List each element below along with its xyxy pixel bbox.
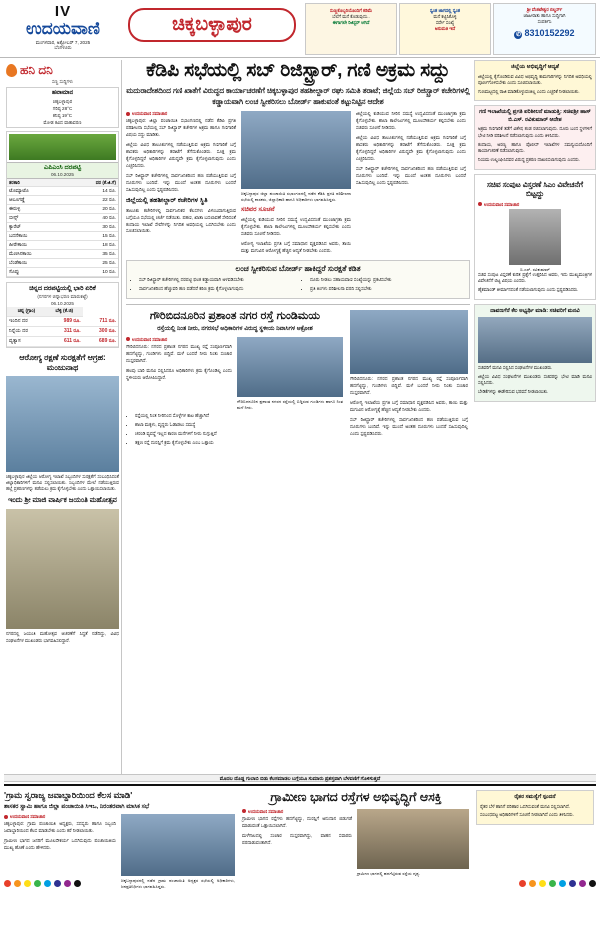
weather-title: ಹವಾಮಾನ xyxy=(51,90,74,96)
cell-rate: 20 ರೂ. xyxy=(65,204,118,213)
lead-para-4: ತಾಲೂಕು ಕಚೇರಿಗಳಲ್ಲಿ ಸಾರ್ವಜನಿಕರ ಕೆಲಸಗಳು ವಿಳಂಬವಾಗುತ್ತಿರುವ ಬಗ್ಗೆಯೂ ಸಭೆಯಲ್ಲಿ ಚರ್ಚೆ ನಡೆಯಿತು. ಪಹಣಿ, ಖಾತಾ ಬದಲಾವಣೆ ಸೇರಿದಂತೆ ಕಂದಾಯ ಇಲಾಖೆ ಸೇವೆಗಳನ್ನು ನಿಗದಿತ ಅವಧಿಯಲ್ಲಿ ಒದಗಿಸಬೇಕು ಎಂದು ಸೂಚಿಸಲಾಯಿತು. xyxy=(126,207,236,234)
lead-para-2: ಜಿಲ್ಲೆಯ ವಿವಿಧ ತಾಲೂಕುಗಳಲ್ಲಿ ನಡೆಯುತ್ತಿರುವ ಅಕ್ರಮ ಗಣಿಗಾರಿಕೆ ಬಗ್ಗೆ ಶಾಸಕರು ಅಧಿಕಾರಿಗಳನ್ನು ತರಾಟೆಗೆ ತೆಗೆದುಕೊಂಡರು. ಸೂಕ್ತ ಕ್ರಮ ಕೈಗೊಳ್ಳದಿದ್ದರೆ ಅಧಿಕಾರಿಗಳ ವಿರುದ್ಧವೇ ಕ್ರಮ ಕೈಗೊಳ್ಳಲಾಗುವುದು ಎಂದು ಎಚ್ಚರಿಸಿದರು. xyxy=(126,142,236,169)
lead-photo xyxy=(241,111,351,189)
lead-headline: ಕೆಡಿಪಿ ಸಭೆಯಲ್ಲಿ ಸಬ್‌ ರಿಜಿಸ್ಟ್ರಾರ್‌, ಗಣಿ ಅಕ್ರಮ ಸದ್ದು xyxy=(146,60,450,81)
cell-item: ಸೊಪ್ಪು xyxy=(7,267,65,276)
highlight-box xyxy=(126,260,470,299)
color-dot xyxy=(24,880,31,887)
cell-v2: 300 ರೂ. xyxy=(83,326,118,336)
cell-rate: 40 ರೂ. xyxy=(65,213,118,222)
table-row xyxy=(7,195,118,204)
bottom-center-headline: ಗ್ರಾಮೀಣ ಭಾಗದ ರಸ್ತೆಗಳ ಅಭಿವೃದ್ಧಿಗೆ ಆಸಕ್ತಿ xyxy=(270,790,442,804)
color-dot xyxy=(74,880,81,887)
color-dot xyxy=(14,880,21,887)
ad3-line3: ಸಂಪರ್ಕಿಸಿ xyxy=(537,18,552,24)
mid-left-col-2 xyxy=(237,337,343,411)
bottom-center-col-2 xyxy=(357,809,469,877)
bottom-center-photo xyxy=(357,809,469,869)
gold-table xyxy=(7,307,118,347)
color-dot xyxy=(559,880,566,887)
lead-col1-subhead: ಜಿಲ್ಲೆಯಲ್ಲಿ ತಹಶೀಲ್ದಾರ್‌ ಕಚೇರಿಗಳ ಸ್ಥಿತಿ xyxy=(126,197,208,204)
cell-rate: 30 ರೂ. xyxy=(65,222,118,231)
city-badge xyxy=(128,8,296,42)
list-item: • ಚರಂಡಿ ವ್ಯವಸ್ಥೆ ಇಲ್ಲದ ಕಾರಣ ಮನೆಗಳಿಗೆ ನೀರು ನುಗ್ಗುತ್ತಿದೆ xyxy=(135,431,344,438)
color-registration-bar xyxy=(4,879,596,888)
mid-section xyxy=(126,310,470,449)
table-row xyxy=(7,307,118,317)
right-box-1-para-1: ಜಿಲ್ಲೆಯಲ್ಲಿ ಕೈಗೊಂಡಿರುವ ವಿವಿಧ ಅಭಿವೃದ್ಧಿ ಕಾಮಗಾರಿಗಳನ್ನು ನಿಗದಿತ ಅವಧಿಯಲ್ಲಿ ಪೂರ್ಣಗೊಳಿಸಬೇಕು ಎಂದು ಸೂಚಿಸಲಾಯಿತು. xyxy=(478,73,592,86)
ad3-line1: ಶ್ರೀ ವೆಂಕಟೇಶ್ವರ ಬಿಲ್ಡರ್ಸ್ xyxy=(526,7,563,12)
cell-item: ಈರುಳ್ಳಿ xyxy=(7,204,65,213)
bottom-right-para-2: ಸಂಬಂಧಪಟ್ಟ ಅಧಿಕಾರಿಗಳಿಗೆ ಸೂಚನೆ ನೀಡಲಾಗಿದೆ ಎಂದು ತಿಳಿಸಿದರು. xyxy=(480,812,574,818)
table-row xyxy=(7,316,118,326)
cell-v1: ಬೆಳ್ಳಿ (ಕೆ.ಜಿ) xyxy=(46,307,83,317)
right-box-2-head: ಗಣಿ ಇಲಾಖೆಯಲ್ಲಿ ಪ್ರಗತಿ ಪರಿಶೀಲನೆ ಮಾಡುತ್ತಿ: ಸಚಿವಶ್ರೀ ಹಾಸ್‌ ಬಿ.ಎಸ್‌. ರವಿಕುಮಾರ್‌ ಆದೇಶ xyxy=(479,109,591,123)
list-item: • ಸಾರ್ವಜನಿಕರಿಂದ ಹೆಚ್ಚುವರಿ ಹಣ ಪಡೆದರೆ ಕಠಿಣ ಕ್ರಮ ಕೈಗೊಳ್ಳಲಾಗುವುದು xyxy=(139,286,295,293)
right-box-3 xyxy=(474,174,596,300)
rail-story-2-caption: ನಗರದಲ್ಲಿ ಜಯಂತಿ ಮಹೋತ್ಸವ ಆಚರಣೆಗೆ ಸಿದ್ಧತೆ ನಡೆದಿದ್ದು, ವಿವಿಧ ಸಂಘಟನೆಗಳ ಮುಖಂಡರು ಭಾಗವಹಿಸಲಿದ್ದಾರೆ. xyxy=(6,631,119,643)
masthead-nameplate xyxy=(4,4,122,50)
right-box-3-head: ಸಚಿವ ಸಂಪುಟ ವಿಸ್ತರಣೆ ಸಿಎಂ ವಿವೇಚನೆಗೆ ಬಿಟ್ಟದ್ದು xyxy=(486,179,584,199)
highlight-bullets-right xyxy=(301,277,466,295)
byline xyxy=(4,814,116,819)
bottom-center-para-1: ಗ್ರಾಮೀಣ ಭಾಗದ ರಸ್ತೆಗಳು ಹದಗೆಟ್ಟಿದ್ದು, ದುರಸ್ತಿಗೆ ಅನುದಾನ ಬಿಡುಗಡೆ ಮಾಡುವಂತೆ ಒತ್ತಾಯಿಸಲಾಗಿದೆ. xyxy=(242,815,352,828)
weather-line-2: ಗರಿಷ್ಠ 28°C xyxy=(52,105,73,111)
band-rule xyxy=(4,784,596,786)
cell-rate: 14 ರೂ. xyxy=(65,186,118,195)
ad1-line2: ಬೆಲೆಗೆ ಮನೆ ಕೊಡುವುದು.. xyxy=(332,13,370,19)
table-row xyxy=(7,240,118,249)
color-dot xyxy=(4,880,11,887)
cell-rate: 18 ರೂ. xyxy=(65,240,118,249)
byline xyxy=(242,809,352,814)
right-box-2-para-3: ನಿಯಮ ಉಲ್ಲಂಘಿಸಿದವರ ವಿರುದ್ಧ ಪ್ರಕರಣ ದಾಖಲಿಸಲಾಗುವುದು ಎಂದರು. xyxy=(478,156,580,162)
masthead xyxy=(0,0,600,58)
market-price-box xyxy=(6,131,119,278)
cell-v1: 611 ರೂ. xyxy=(46,336,83,346)
right-box-2 xyxy=(474,105,596,169)
lead-col2-para-1: ಜಿಲ್ಲೆಯಲ್ಲಿ ಕುಡಿಯುವ ನೀರಿನ ಸಮಸ್ಯೆ ಉದ್ಭವಿಸದಂತೆ ಮುಂಜಾಗ್ರತಾ ಕ್ರಮ ಕೈಗೊಳ್ಳಬೇಕು. ಶಾಲಾ ಕಾಲೇಜುಗಳಲ್ಲಿ ಮೂಲಸೌಕರ್ಯ ಕಲ್ಪಿಸಬೇಕು ಎಂದು ಸಚಿವರು ಸೂಚನೆ ನೀಡಿದರು. xyxy=(241,216,351,236)
table-row xyxy=(7,258,118,267)
cell-label: ಚಿನ್ನ (ಗ್ರಾಂ) xyxy=(7,307,46,317)
bottom-headlines xyxy=(4,790,596,890)
cell-item: ಹೀರೇಕಾಯಿ xyxy=(7,240,65,249)
lead-col3-para-3: ಸಬ್‌ ರಿಜಿಸ್ಟ್ರಾರ್‌ ಕಚೇರಿಗಳಲ್ಲಿ ಸಾರ್ವಜನಿಕರಿಂದ ಹಣ ಪಡೆಯುತ್ತಿರುವ ಬಗ್ಗೆ ದೂರುಗಳು ಬಂದಿವೆ. ಇನ್ನು ಮುಂದೆ ಅಂತಹ ದೂರುಗಳು ಬಂದರೆ ಸಹಿಸುವುದಿಲ್ಲ ಎಂದು ಸ್ಪಷ್ಟಪಡಿಸಿದರು. xyxy=(356,166,466,186)
cell-label: ಇಂದಿನ ದರ xyxy=(7,316,46,326)
ad1-line3: ಈಗಾಗಲೇ ರಿಜಿಸ್ಟರ್ ಆಗಿದೆ xyxy=(332,19,370,25)
divider xyxy=(126,304,470,305)
table-row xyxy=(7,186,118,195)
cell-rate: 25 ರೂ. xyxy=(65,258,118,267)
dateline: ಮಂಗಳವಾರ, ಅಕ್ಟೋಬರ್ 7, 2025 xyxy=(35,39,91,45)
byline xyxy=(126,337,232,342)
city-title: ಚಿಕ್ಕಬಳ್ಳಾಪುರ xyxy=(172,14,252,35)
ad-top-3[interactable] xyxy=(493,3,596,55)
byline xyxy=(126,111,236,116)
place-tag: ಬೆಂಗಳೂರು xyxy=(54,44,72,50)
color-dot xyxy=(529,880,536,887)
rail-brand xyxy=(4,60,121,78)
lead-columns xyxy=(126,111,470,257)
bottom-left-para-1: ಚಿಕ್ಕಬಳ್ಳಾಪುರ: ಗ್ರಾಮ ಪಂಚಾಯಿತಿ ಅಧ್ಯಕ್ಷರು, ಸದಸ್ಯರು ಹಾಗೂ ಸಿಬ್ಬಂದಿ ಜವಾಬ್ದಾರಿಯಿಂದ ಕೆಲಸ ಮಾಡಬೇಕು ಎಂದು ಕರೆ ನೀಡಲಾಯಿತು. xyxy=(4,821,116,834)
phone-icon: ✆ xyxy=(515,31,521,38)
rail-brand-label: ಹನಿ ದನಿ xyxy=(20,63,53,77)
bottom-center-block xyxy=(242,790,470,890)
right-box-2-para-1: ಅಕ್ರಮ ಗಣಿಗಾರಿಕೆ ತಡೆಗೆ ವಿಶೇಷ ತಂಡ ರಚಿಸಲಾಗುವುದು. ದೂರು ಬಂದ ಸ್ಥಳಗಳಿಗೆ ಭೇಟಿ ನೀಡಿ ಪರಿಶೀಲನೆ ನಡೆಸಲಾಗುವುದು ಎಂದು ತಿಳಿಸಿದರು. xyxy=(478,126,592,139)
edition-number: IV xyxy=(54,3,72,20)
list-item: • ತಕ್ಷಣ ರಸ್ತೆ ದುರಸ್ತಿಗೆ ಕ್ರಮ ಕೈಗೊಳ್ಳಬೇಕು ಎಂಬ ಒತ್ತಾಯ xyxy=(135,440,344,447)
market-col-rate: ದರ (ಕೆ.ಜಿ.ಗೆ) xyxy=(65,179,118,187)
gold-date: 06.10.2025 xyxy=(51,300,74,306)
mid-left-story xyxy=(126,310,344,449)
ad2-line3: ಸರ್ವೇ ಸಂಖ್ಯೆ xyxy=(435,19,455,25)
lead-col2-para-2: ಆರೋಗ್ಯ ಇಲಾಖೆಯ ಪ್ರಗತಿ ಬಗ್ಗೆ ಸಮಾಧಾನ ವ್ಯಕ್ತಪಡಿಸಿದ ಅವರು, ತಾಯಿ ಮತ್ತು ಮಗುವಿನ ಆರೋಗ್ಯಕ್ಕೆ ಹೆಚ್ಚಿನ ಆದ್ಯತೆ ನೀಡಬೇಕು ಎಂದರು. xyxy=(241,240,351,253)
list-item: • ದೂರು ನೀಡಲು ಸಹಾಯವಾಣಿ ಸಂಖ್ಯೆಯನ್ನು ಪ್ರಕಟಿಸಬೇಕು xyxy=(310,277,466,284)
mid-left-subhead: ರಸ್ತೆಯಲ್ಲಿ ನಿಂತ ನೀರು, ನಗರಸಭೆ ಅಧಿಕಾರಿಗಳ ವಿರುದ್ಧ ಸ್ಥಳೀಯ ನಿವಾಸಿಗಳ ಆಕ್ರೋಶ xyxy=(157,326,313,333)
ad3-line2: ಜಾಹೀರಾತು ಹಾಗೂ ಸುದ್ದಿಗಾಗಿ xyxy=(523,12,566,18)
cell-rate: 10 ರೂ. xyxy=(65,267,118,276)
vegetables-photo xyxy=(9,134,116,160)
lead-col2-subhead: ಸಚಿವರ ಸೂಚನೆ xyxy=(241,206,275,214)
list-item: • ರಸ್ತೆಯಲ್ಲಿ ನಿಂತ ನೀರಿನಿಂದ ಸೊಳ್ಳೆಗಳ ಕಾಟ ಹೆಚ್ಚಾಗಿದೆ xyxy=(135,413,344,420)
market-table xyxy=(7,179,118,277)
table-row xyxy=(7,326,118,336)
color-dot xyxy=(569,880,576,887)
list-item: • ಶಾಲಾ ಮಕ್ಕಳು, ವೃದ್ಧರು ಓಡಾಡಲು ಸಮಸ್ಯೆ xyxy=(135,422,344,429)
byline-text: ಉದಯವಾಣಿ ಸಮಾಚಾರ xyxy=(132,111,168,117)
right-box-4-para-1: ಜಿಲ್ಲೆಯ ವಿವಿಧ ಸಂಘಟನೆಗಳ ಮುಖಂಡರು ಸಚಿವರನ್ನು ಭೇಟಿ ಮಾಡಿ ಮನವಿ ಸಲ್ಲಿಸಿದರು. xyxy=(478,373,592,386)
color-dot xyxy=(64,880,71,887)
highlight-bullets-left xyxy=(130,277,295,295)
cell-item: ಬೀನ್ಸ್ xyxy=(7,213,65,222)
color-dot xyxy=(519,880,526,887)
weather-line-4: ಮೋಡ ಕವಿದ ವಾತಾವರಣ xyxy=(43,119,82,125)
rail-story-1-caption: ಚಿಕ್ಕಬಳ್ಳಾಪುರ ಜಿಲ್ಲೆಯ ಆರೋಗ್ಯ ಇಲಾಖೆ ಸಿಬ್ಬಂದಿಗಳ ಸುರಕ್ಷತೆಗೆ ಸಂಬಂಧಿಸಿದಂತೆ ಜಿಲ್ಲಾಧಿಕಾರಿಗಳಿಗೆ ಮನವಿ ಸಲ್ಲಿಸಲಾಯಿತು. ಸಿಬ್ಬಂದಿಗಳ ಮೇಲೆ ನಡೆಯುತ್ತಿರುವ ಹಲ್ಲೆ ಪ್ರಕರಣಗಳನ್ನು ತಡೆಯಲು ಕ್ರಮ ಕೈಗೊಳ್ಳಬೇಕು ಎಂದು ಒತ್ತಾಯಿಸಲಾಯಿತು. xyxy=(6,473,119,492)
table-row xyxy=(7,222,118,231)
bullet-icon xyxy=(126,112,130,116)
byline-text: ಉದಯವಾಣಿ ಸಮಾಚಾರ xyxy=(484,201,520,207)
bottom-right-headline: ರೈತರ ಸಮಸ್ಯೆಗೆ ಸ್ಪಂದನೆ xyxy=(514,794,556,800)
bullet-icon xyxy=(478,202,482,206)
rail-brand-sub: ಸಣ್ಣ ಸುದ್ದಿಗಳು xyxy=(52,79,73,84)
page-body xyxy=(0,58,600,928)
ad1-line1: ಸುಣ್ಣಕೊಬ್ಬರಿಯೊಂದಿಗೆ ಕಡಿಮೆ xyxy=(329,8,373,13)
color-dot xyxy=(589,880,596,887)
table-row xyxy=(7,231,118,240)
bottom-band xyxy=(4,784,596,890)
lead-col3-para-2: ಜಿಲ್ಲೆಯ ವಿವಿಧ ತಾಲೂಕುಗಳಲ್ಲಿ ನಡೆಯುತ್ತಿರುವ ಅಕ್ರಮ ಗಣಿಗಾರಿಕೆ ಬಗ್ಗೆ ಶಾಸಕರು ಅಧಿಕಾರಿಗಳನ್ನು ತರಾಟೆಗೆ ತೆಗೆದುಕೊಂಡರು. ಸೂಕ್ತ ಕ್ರಮ ಕೈಗೊಳ್ಳದಿದ್ದರೆ ಅಧಿಕಾರಿಗಳ ವಿರುದ್ಧವೇ ಕ್ರಮ ಕೈಗೊಳ್ಳಲಾಗುವುದು ಎಂದು ಎಚ್ಚರಿಸಿದರು. xyxy=(356,135,466,162)
mid-left-headline: ಗೌರಿಬಿದನೂರಿನ ಪ್ರಶಾಂತ ನಗರ ರಸ್ತೆ ಗುಂಡಿಮಯ xyxy=(149,310,321,323)
byline-text: ಉದಯವಾಣಿ ಸಮಾಚಾರ xyxy=(10,814,46,820)
ad-phone-number: 8310152292 xyxy=(524,27,575,38)
right-box-3-para-2: ಹೈಕಮಾಂಡ್‌ ತೀರ್ಮಾನದಂತೆ ನಡೆಯಲಾಗುವುದು ಎಂದು ಸ್ಪಷ್ಟಪಡಿಸಿದರು. xyxy=(478,286,579,292)
ad-phone[interactable] xyxy=(496,28,593,39)
bullet-icon xyxy=(242,809,246,813)
table-head-row xyxy=(7,179,118,187)
rail-story-1-photo xyxy=(6,376,119,472)
mid-right-para-3: ಸಬ್‌ ರಿಜಿಸ್ಟ್ರಾರ್‌ ಕಚೇರಿಗಳಲ್ಲಿ ಸಾರ್ವಜನಿಕರಿಂದ ಹಣ ಪಡೆಯುತ್ತಿರುವ ಬಗ್ಗೆ ದೂರುಗಳು ಬಂದಿವೆ. ಇನ್ನು ಮುಂದೆ ಅಂತಹ ದೂರುಗಳು ಬಂದರೆ ಸಹಿಸುವುದಿಲ್ಲ ಎಂದು ಸ್ಪಷ್ಟಪಡಿಸಿದರು. xyxy=(350,417,468,436)
color-dot xyxy=(54,880,61,887)
mid-left-para-2: ಹಲವು ಬಾರಿ ಮನವಿ ಸಲ್ಲಿಸಿದರೂ ಅಧಿಕಾರಿಗಳು ಕ್ರಮ ಕೈಗೊಂಡಿಲ್ಲ ಎಂದು ಸ್ಥಳೀಯರು ಆರೋಪಿಸಿದ್ದಾರೆ. xyxy=(126,367,232,380)
cell-item: ಕ್ಯಾರೆಟ್ xyxy=(7,222,65,231)
mid-left-para-1: ಗೌರಿಬಿದನೂರು: ನಗರದ ಪ್ರಶಾಂತ ನಗರದ ಮುಖ್ಯ ರಸ್ತೆ ಸಂಪೂರ್ಣವಾಗಿ ಹದಗೆಟ್ಟಿದ್ದು, ಗುಂಡಿಗಳು ಬಿದ್ದಿವೆ. ಮಳೆ ಬಂದರೆ ನೀರು ನಿಂತು ಸಂಚಾರ ದುಸ್ತರವಾಗಿದೆ. xyxy=(126,343,232,363)
cell-rate: 22 ರೂ. xyxy=(65,195,118,204)
ad2-line1: ಸ್ವಂತ ಜಾಗದಲ್ಲಿ ಸ್ವಂತ xyxy=(429,8,461,13)
person-caption: ಬಿ.ಎಸ್‌. ರವಿಕುಮಾರ್‌ xyxy=(520,266,550,272)
mid-right-para-2: ಆರೋಗ್ಯ ಇಲಾಖೆಯ ಪ್ರಗತಿ ಬಗ್ಗೆ ಸಮಾಧಾನ ವ್ಯಕ್ತಪಡಿಸಿದ ಅವರು, ತಾಯಿ ಮತ್ತು ಮಗುವಿನ ಆರೋಗ್ಯಕ್ಕೆ ಹೆಚ್ಚಿನ ಆದ್ಯತೆ ನೀಡಬೇಕು ಎಂದರು. xyxy=(350,400,468,413)
bottom-center-col-1 xyxy=(242,809,352,877)
table-row xyxy=(7,267,118,276)
table-row xyxy=(7,213,118,222)
rail-story-2-photo xyxy=(6,509,119,629)
cell-rate: 35 ರೂ. xyxy=(65,249,118,258)
cell-rate: 15 ರೂ. xyxy=(65,231,118,240)
mid-right-col xyxy=(350,310,468,449)
bottom-left-para-2: ಗ್ರಾಮೀಣ ಭಾಗದ ಜನರಿಗೆ ಮೂಲಸೌಕರ್ಯ ಒದಗಿಸುವುದು ಪಂಚಾಯಿತಿಯ ಮುಖ್ಯ ಹೊಣೆ ಎಂದು ಹೇಳಿದರು. xyxy=(4,838,116,851)
cell-label: ವ್ಯತ್ಯಾಸ xyxy=(7,336,46,346)
list-item: • ಸಬ್‌ ರಿಜಿಸ್ಟ್ರಾರ್‌ ಕಚೇರಿಗಳಲ್ಲಿ ದರಪಟ್ಟಿ ಫಲಕ ಕಡ್ಡಾಯವಾಗಿ ಅಳವಡಿಸಬೇಕು xyxy=(139,277,295,284)
mid-left-col-1 xyxy=(126,337,232,411)
color-dot xyxy=(539,880,546,887)
right-box-1-head: ಜಿಲ್ಲೆಯ ಅಭಿವೃದ್ಧಿಗೆ ಆದ್ಯತೆ xyxy=(510,64,559,70)
ad2-line2: ಮನೆ ಕಟ್ಟಿಸಿಕೊಳ್ಳಿ xyxy=(433,13,457,19)
right-box-1 xyxy=(474,60,596,101)
mid-left-photo-caption: ಗೌರಿಬಿದನೂರಿನ ಪ್ರಶಾಂತ ನಗರದ ರಸ್ತೆಯಲ್ಲಿ ಬಿದ್ದಿರುವ ಗುಂಡಿಗಳು ಹಾಗೂ ನಿಂತ ಮಳೆ ನೀರು. xyxy=(237,398,343,410)
bottom-right-para-1: ರೈತರ ಬೆಳೆ ಹಾನಿಗೆ ಪರಿಹಾರ ಒದಗಿಸುವಂತೆ ಮನವಿ ಸಲ್ಲಿಸಲಾಗಿದೆ. xyxy=(480,803,570,809)
weather-line-3: ಕನಿಷ್ಠ 19°C xyxy=(52,112,73,118)
right-box-4-head: ದಾವಣಗೆರೆ ಕೆಲ ಅಭ್ಯರ್ಥಿ ಮಾಡಿ: ಸಚಿವರಿಗೆ ಮನವಿ xyxy=(490,307,580,314)
cell-v1: 311 ರೂ. xyxy=(46,326,83,336)
bottom-right-box xyxy=(476,790,594,825)
table-row xyxy=(7,249,118,258)
lead-para-3: ಸಬ್‌ ರಿಜಿಸ್ಟ್ರಾರ್‌ ಕಚೇರಿಗಳಲ್ಲಿ ಸಾರ್ವಜನಿಕರಿಂದ ಹಣ ಪಡೆಯುತ್ತಿರುವ ಬಗ್ಗೆ ದೂರುಗಳು ಬಂದಿವೆ. ಇನ್ನು ಮುಂದೆ ಅಂತಹ ದೂರುಗಳು ಬಂದರೆ ಸಹಿಸುವುದಿಲ್ಲ ಎಂದು ಸ್ಪಷ್ಟಪಡಿಸಿದರು. xyxy=(126,173,236,193)
cell-item: ಆಲೂಗಡ್ಡೆ xyxy=(7,195,65,204)
cell-item: ಟೊಮ್ಯಾಟೊ xyxy=(7,186,65,195)
ad-top-1[interactable] xyxy=(305,3,397,55)
weather-line-1: ಚಿಕ್ಕಬಳ್ಳಾಪುರ xyxy=(52,99,73,104)
lead-photo-caption: ಚಿಕ್ಕಬಳ್ಳಾಪುರ ಜಿಲ್ಲಾ ಪಂಚಾಯಿತಿ ಸಭಾಂಗಣದಲ್ಲಿ ನಡೆದ ಕೆಡಿಪಿ ಪ್ರಗತಿ ಪರಿಶೀಲನಾ ಸಭೆಯಲ್ಲಿ ಶಾಸಕರು, ಜಿಲ್ಲಾಧಿಕಾರಿ ಹಾಗೂ ಅಧಿಕಾರಿಗಳು ಭಾಗವಹಿಸಿದ್ದರು. xyxy=(241,191,351,203)
color-dot xyxy=(44,880,51,887)
mid-left-bullets xyxy=(126,413,344,447)
bottom-left-headline: 'ಗ್ರಾಮ ಸ್ವರಾಜ್ಯ ಜವಾಬ್ದಾರಿಯಿಂದ ಕೆಲಸ ಮಾಡಿ' xyxy=(4,790,133,800)
bottom-left-block xyxy=(4,790,236,890)
cell-v1: 989 ರೂ. xyxy=(46,316,83,326)
table-row xyxy=(7,204,118,213)
lead-subhead: ಮದುರಾದೇಶದಿಂದ ಗಣಿ ಖಾತೆಗೆ ವಿರುದ್ಧದ ಕಾರ್ಯಾಚರಣೆಗೆ ಚಿಕ್ಕಬಳ್ಳಾಪುರ ತಹಶೀಲ್ದಾರ್‌ ರಘು ಸಮಿತಿ ತರಾಟೆ; ಜಿಲ್ಲೆಯ ಸಬ್‌ ರಿಜಿಸ್ಟ್ರಾರ್‌ ಕಚೇರಿಗಳಲ್ಲಿ ಕಡ್ಡಾಯವಾಗಿ ಲಂಚ ಸ್ವೀಕರಿಸಲು ಬೋರ್ಡ್‌ ಹಾಕುವಂತೆ ಕಟ್ಟುನಿಟ್ಟಿನ ಆದೇಶ xyxy=(126,85,470,106)
right-box-3-para-1: ಸಚಿವ ಸಂಪುಟ ವಿಸ್ತರಣೆ ಕುರಿತ ಪ್ರಶ್ನೆಗೆ ಉತ್ತರಿಸಿದ ಅವರು, ಇದು ಮುಖ್ಯಮಂತ್ರಿಗಳ ವಿವೇಚನೆಗೆ ಬಿಟ್ಟ ವಿಷಯ ಎಂದರು. xyxy=(478,271,592,284)
mid-right-photo xyxy=(350,310,468,374)
bottom-right-block xyxy=(476,790,594,890)
bottom-center-para-2: ಮಳೆಗಾಲದಲ್ಲಿ ಸಂಚಾರ ದುಸ್ತರವಾಗಿದ್ದು, ವಾಹನ ಸವಾರರು ಪರದಾಡುವಂತಾಗಿದೆ. xyxy=(242,832,352,845)
cell-item: ಮೆಣಸಿನಕಾಯಿ xyxy=(7,249,65,258)
ticker-text: ಮೊದಲ ದೊಡ್ಡ ಗುಲಾಬಿ ಬಿಡು ಕೆಲಸಮಾಡಲ ಬಗ್ಗೆಯೂ ಸುಮಾರು ಪ್ರಶಸ್ತವಾಗಿ ಬೆಳವಣಿಗೆ ಗೊಳಿಸುತ್ತದೆ xyxy=(219,776,381,782)
right-box-1-para-2: ಗುಣಮಟ್ಟದಲ್ಲಿ ರಾಜಿ ಮಾಡಿಕೊಳ್ಳುವಂತಿಲ್ಲ ಎಂದು ಎಚ್ಚರಿಕೆ ನೀಡಲಾಯಿತು. xyxy=(478,88,580,94)
highlight-box-head: ಲಂಚ ಸ್ವೀಕರಿಸುವ ಬೋರ್ಡ್‌ ಹಾಕಿದ್ದರೆ ಸುರಕ್ಷತೆ ಕಡಿತ xyxy=(235,264,361,274)
lead-para-1: ಚಿಕ್ಕಬಳ್ಳಾಪುರ: ಜಿಲ್ಲಾ ಪಂಚಾಯಿತಿ ಸಭಾಂಗಣದಲ್ಲಿ ನಡೆದ ಕೆಡಿಪಿ ಪ್ರಗತಿ ಪರಿಶೀಲನಾ ಸಭೆಯಲ್ಲಿ ಸಬ್‌ ರಿಜಿಸ್ಟ್ರಾರ್‌ ಕಚೇರಿಗಳ ಅಕ್ರಮ ಹಾಗೂ ಗಣಿಗಾರಿಕೆ ವಿಷಯ ಸದ್ದು ಮಾಡಿತು. xyxy=(126,118,236,138)
right-box-2-para-2: ಕಂದಾಯ, ಅರಣ್ಯ ಹಾಗೂ ಪೊಲೀಸ್‌ ಇಲಾಖೆಗಳ ಸಮನ್ವಯದೊಂದಿಗೆ ಕಾರ್ಯಾಚರಣೆ ನಡೆಸಲಾಗುವುದು. xyxy=(478,141,592,154)
bottom-left-photo xyxy=(121,814,235,876)
gold-sub: (ನಗರಗಳ ಚಿನ್ನಾಭರಣ ಮಾರುಕಟ್ಟೆ) xyxy=(37,293,88,299)
market-date: 06.10.2025 xyxy=(51,171,74,177)
bottom-center-photo-caption: ಗ್ರಾಮೀಣ ಭಾಗದಲ್ಲಿ ಹದಗೆಟ್ಟಿರುವ ರಸ್ತೆಯ ದೃಶ್ಯ. xyxy=(357,870,421,876)
main-column xyxy=(126,60,470,449)
right-box-4-para-2: ಬೇಡಿಕೆಗಳನ್ನು ಈಡೇರಿಸುವ ಭರವಸೆ ನೀಡಲಾಯಿತು. xyxy=(478,388,549,394)
color-dot xyxy=(579,880,586,887)
ticker-strip xyxy=(4,774,596,782)
cell-v2: 711 ರೂ. xyxy=(83,316,118,326)
byline xyxy=(478,202,592,207)
avatar xyxy=(509,209,561,265)
byline-text: ಉದಯವಾಣಿ ಸಮಾಚಾರ xyxy=(132,336,168,342)
left-rail xyxy=(4,60,122,778)
right-box-4-photo xyxy=(478,317,592,363)
right-box-4 xyxy=(474,304,596,402)
lead-col3-para-1: ಜಿಲ್ಲೆಯಲ್ಲಿ ಕುಡಿಯುವ ನೀರಿನ ಸಮಸ್ಯೆ ಉದ್ಭವಿಸದಂತೆ ಮುಂಜಾಗ್ರತಾ ಕ್ರಮ ಕೈಗೊಳ್ಳಬೇಕು. ಶಾಲಾ ಕಾಲೇಜುಗಳಲ್ಲಿ ಮೂಲಸೌಕರ್ಯ ಕಲ್ಪಿಸಬೇಕು ಎಂದು ಸಚಿವರು ಸೂಚನೆ ನೀಡಿದರು. xyxy=(356,111,466,131)
colorbar-left xyxy=(4,880,81,887)
mid-right-para-1: ಗೌರಿಬಿದನೂರು: ನಗರದ ಪ್ರಶಾಂತ ನಗರದ ಮುಖ್ಯ ರಸ್ತೆ ಸಂಪೂರ್ಣವಾಗಿ ಹದಗೆಟ್ಟಿದ್ದು, ಗುಂಡಿಗಳು ಬಿದ್ದಿವೆ. ಮಳೆ ಬಂದರೆ ನೀರು ನಿಂತು ಸಂಚಾರ ದುಸ್ತರವಾಗಿದೆ. xyxy=(350,376,468,396)
right-rail xyxy=(474,60,596,406)
rail-story-1-headline: ಆರೋಗ್ಯ ರಕ್ಷಣೆ ಸುರಕ್ಷತೆಗೆ ಆಗ್ರಹ: ಮಂಜುನಾಥ xyxy=(19,352,106,372)
bullet-icon xyxy=(126,337,130,341)
right-box-4-caption: ಸಚಿವರಿಗೆ ಮನವಿ ಸಲ್ಲಿಸಿದ ಸಂಘಟನೆಗಳ ಮುಖಂಡರು. xyxy=(478,365,553,371)
color-dot xyxy=(34,880,41,887)
cell-item: ಬದನೆಕಾಯಿ xyxy=(7,231,65,240)
water-drop-icon xyxy=(5,64,17,78)
lead-col-1 xyxy=(126,111,236,257)
lead-col-2 xyxy=(241,111,351,257)
market-col-item: ತರಕಾರಿ xyxy=(7,179,65,187)
weather-box xyxy=(6,87,119,128)
rail-story-2-headline: ಇಂದು ಶ್ರೀ ಮಾಜಿ ವಾರ್ಷಿಕ ಜಯಂತಿ ಮಹೋತ್ಸವ xyxy=(8,496,117,504)
market-header xyxy=(7,162,118,179)
bottom-left-subhead: ಶಾಸಕರ ಸ್ವಾಮಿ ಹಾಗೂ ಜಿಲ್ಲಾ ಪಂಚಾಯಿತಿ ಸಿಇಒ, ನಿರಂತರವಾಗಿ ಮಾಸಿಕ ಸಭೆ xyxy=(4,803,150,810)
paper-name: ಉದಯವಾಣಿ xyxy=(26,19,100,38)
bottom-left-photo-caption: ಚಿಕ್ಕಬಳ್ಳಾಪುರದಲ್ಲಿ ನಡೆದ ಗ್ರಾಮ ಪಂಚಾಯಿತಿ ಅಧ್ಯಕ್ಷರ ಸಭೆಯಲ್ಲಿ ಅಧಿಕಾರಿಗಳು, ಜನಪ್ರತಿನಿಧಿಗಳು ಭಾಗವಹಿಸಿದ್ದರು. xyxy=(121,878,235,889)
cell-item: ಬೆಂಡೆಕಾಯಿ xyxy=(7,258,65,267)
cell-label: ನಿನ್ನೆಯ ದರ xyxy=(7,326,46,336)
cell-v2: 689 ರೂ. xyxy=(83,336,118,346)
colorbar-right xyxy=(519,880,596,887)
market-title: ಎಪಿಎಂಸಿ ದರಪಟ್ಟಿ xyxy=(43,163,82,171)
lead-col-3 xyxy=(356,111,466,257)
byline-text: ಉದಯವಾಣಿ ಸಮಾಚಾರ xyxy=(248,808,284,814)
list-item: • ಪ್ರತಿ ತಿಂಗಳು ಪರಿಶೀಲನಾ ವರದಿ ಸಲ್ಲಿಸಬೇಕು xyxy=(310,286,466,293)
mid-left-photo xyxy=(237,337,343,397)
gold-title: ಚಿನ್ನದ ದರಪಟ್ಟಿಯಲ್ಲಿ ಭಾರಿ ಏರಿಕೆ xyxy=(29,284,96,292)
color-dot xyxy=(549,880,556,887)
bullet-icon xyxy=(4,815,8,819)
table-row xyxy=(7,336,118,346)
ad-top-2[interactable] xyxy=(399,3,491,55)
ad2-line4: ಅನುಮತಿ ಇದೆ xyxy=(434,25,456,31)
gold-rate-box xyxy=(6,282,119,348)
